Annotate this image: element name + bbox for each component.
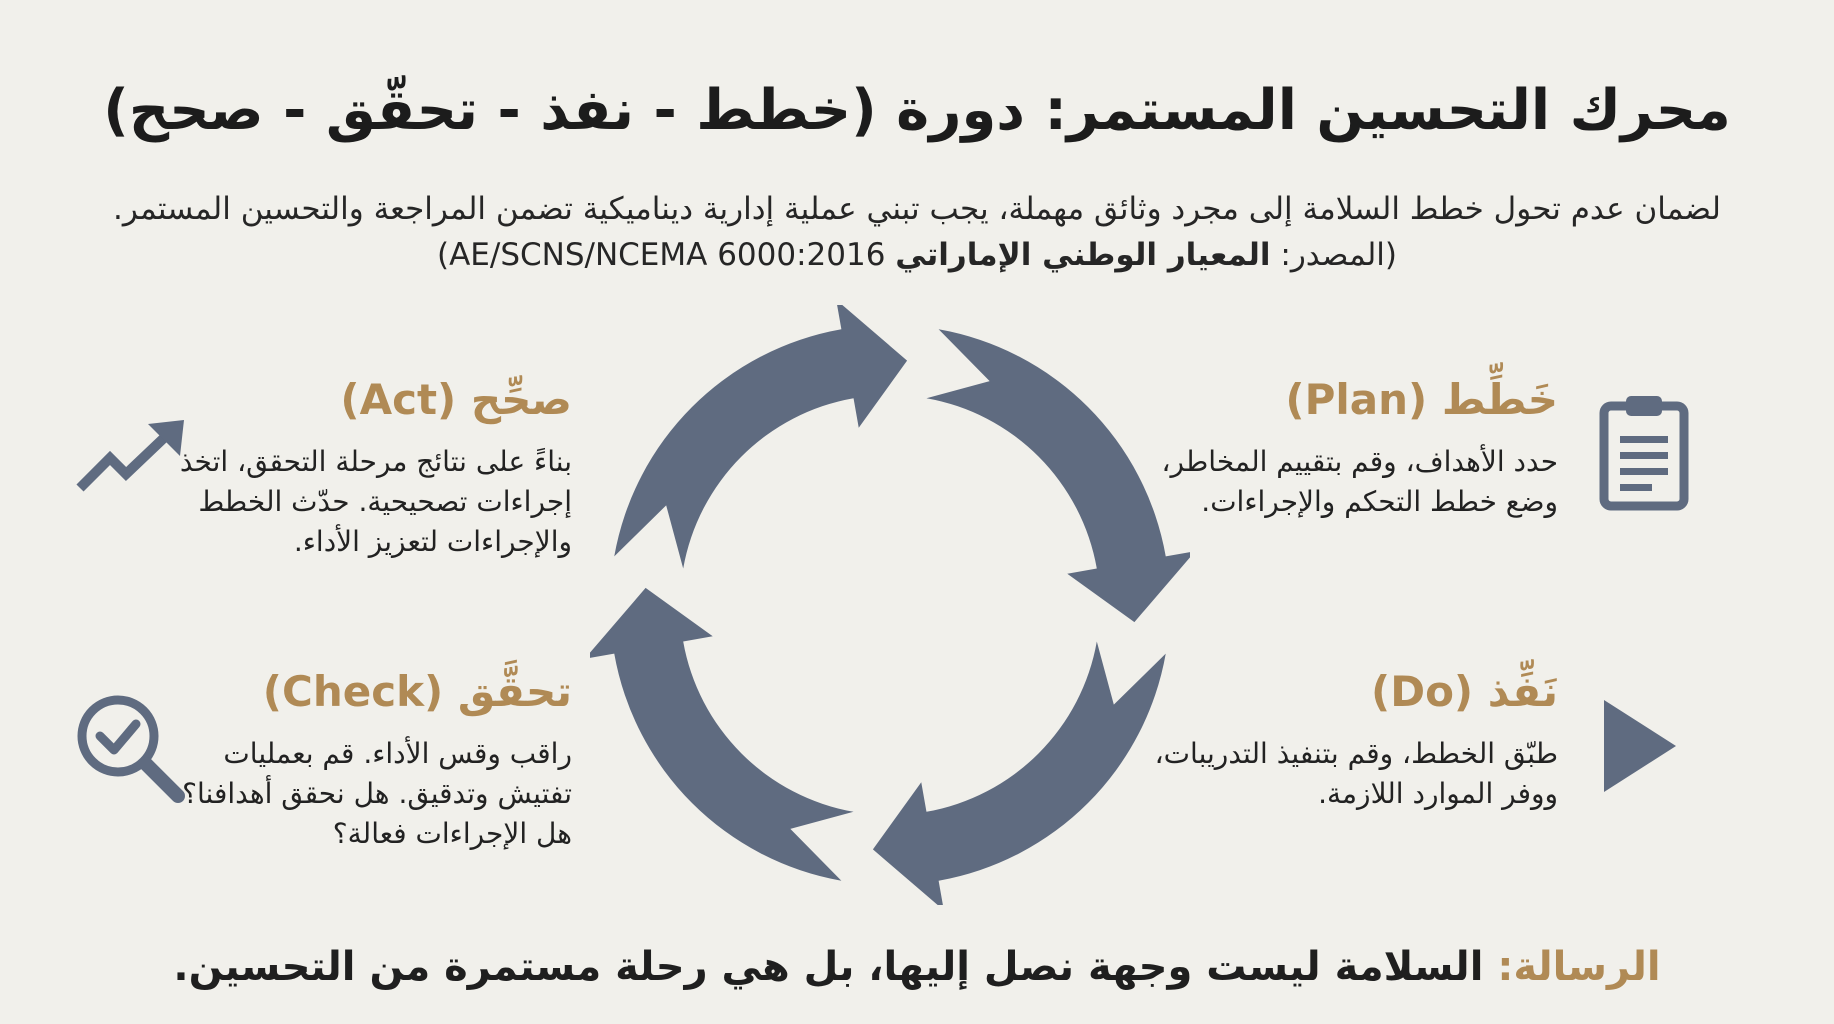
cycle-arrow-do-to-check (873, 641, 1166, 905)
message-label: الرسالة: (1497, 944, 1661, 990)
magnifier-check-icon (74, 692, 190, 808)
key-message (0, 944, 1834, 990)
source-line (0, 232, 1834, 278)
source-prefix: (المصدر: (1270, 237, 1398, 273)
step-check-body: راقب وقس الأداء. قم بعمليات تفتيش وتدقيق. هل نحقق أهدافنا؟ هل الإجراءات فعالة؟ (182, 737, 572, 850)
pdca-cycle (590, 305, 1190, 905)
clipboard-icon (1598, 392, 1690, 512)
play-triangle-icon (1600, 696, 1680, 796)
trend-up-arrow-icon (74, 418, 190, 498)
page-title: محرك التحسين المستمر: دورة (خطط - نفذ - تحقّق - صحح) (103, 78, 1731, 143)
source-suffix: ) (436, 237, 450, 273)
step-act (152, 372, 572, 562)
message-text: السلامة ليست وجهة نصل إليها، بل هي رحلة مستمرة من التحسين. (173, 944, 1498, 990)
step-do-body: طبّق الخطط، وقم بتنفيذ التدريبات، ووفر الموارد اللازمة. (1154, 737, 1558, 810)
step-plan-title: خَطِّط (Plan) (1285, 375, 1558, 424)
step-plan (1138, 372, 1558, 522)
step-do-title: نَفِّذ (Do) (1371, 667, 1558, 716)
cycle-arrow-act-to-plan (614, 305, 907, 569)
step-plan-body: حدد الأهداف، وقم بتقييم المخاطر، وضع خطط التحكم والإجراءات. (1161, 445, 1558, 518)
step-act-title: صحِّح (Act) (340, 375, 572, 424)
intro-text (0, 186, 1834, 278)
step-do (1138, 664, 1558, 814)
cycle-arrow-check-to-act (590, 588, 854, 881)
step-act-body: بناءً على نتائج مرحلة التحقق، اتخذ إجراءات تصحيحية. حدّث الخطط والإجراءات لتعزيز الأداء. (179, 445, 572, 558)
source-code: AE/SCNS/NCEMA 6000:2016 (449, 237, 886, 273)
step-check-title: تحقَّق (Check) (262, 667, 572, 716)
intro-line: لضمان عدم تحول خطط السلامة إلى مجرد وثائق مهملة، يجب تبني عملية إدارية ديناميكية تضمن المراجعة والتحسين المستمر. (112, 191, 1721, 227)
step-check (152, 664, 572, 854)
source-name: المعيار الوطني الإماراتي (895, 237, 1271, 273)
